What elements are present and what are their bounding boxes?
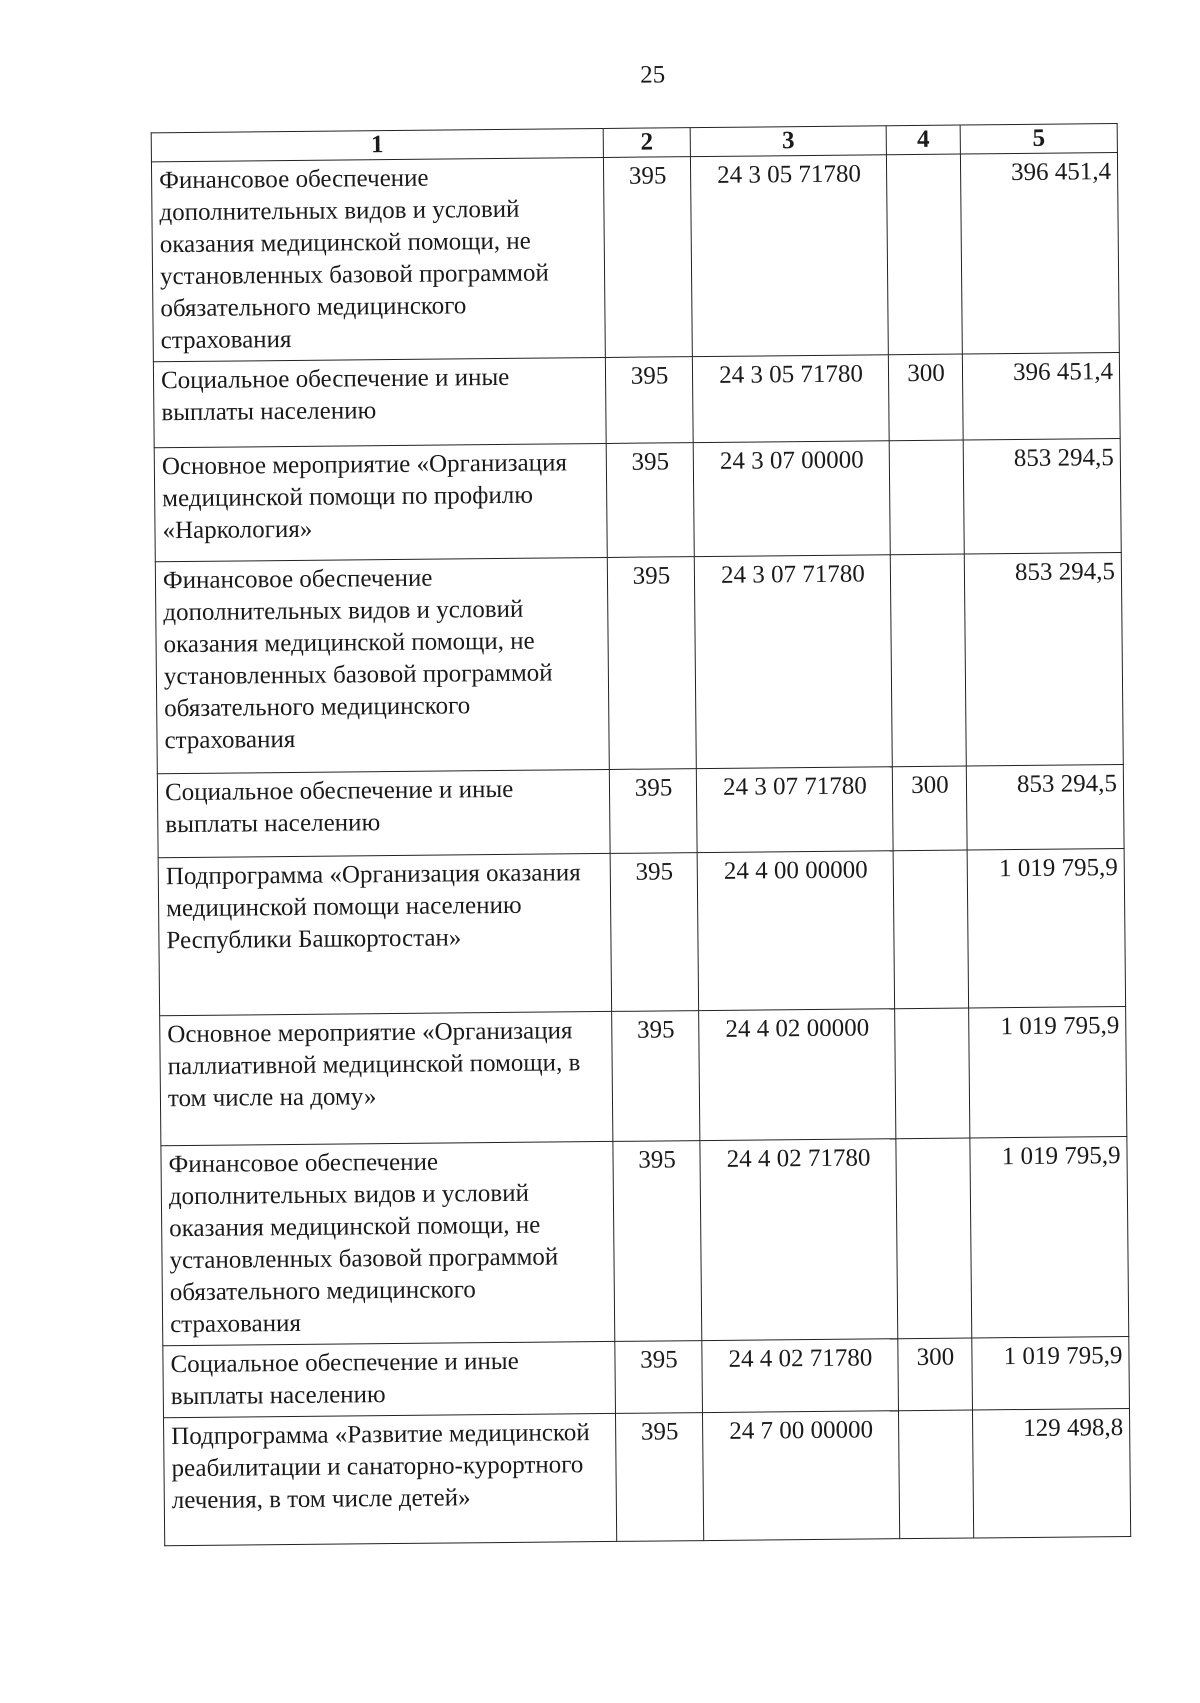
row-col5: 1 019 795,9 (972, 1336, 1130, 1410)
row-col4 (895, 1008, 970, 1139)
row-col4: 300 (892, 766, 967, 851)
row-name: Социальное обеспечение и иные выплаты населению (153, 357, 606, 447)
table-row (153, 353, 1120, 448)
row-col5: 853 294,5 (963, 439, 1121, 555)
row-col4 (898, 1410, 973, 1539)
row-col2: 395 (615, 1413, 703, 1542)
row-name: Подпрограмма «Развитие медицинской реабилитации и санаторно-курортного лечения, в том числе детей» (164, 1413, 617, 1545)
row-col2: 395 (613, 1141, 702, 1342)
row-col2: 395 (615, 1341, 703, 1414)
row-col2: 395 (607, 557, 696, 770)
header-col-3: 3 (690, 126, 886, 157)
row-col3: 24 3 07 00000 (693, 441, 890, 557)
header-col-5: 5 (960, 124, 1117, 155)
row-col5: 853 294,5 (966, 765, 1124, 851)
row-col5: 396 451,4 (960, 153, 1119, 354)
table-row (155, 553, 1123, 774)
row-col3: 24 4 02 71780 (702, 1339, 899, 1413)
row-col4 (896, 1138, 972, 1339)
row-col3: 24 3 05 71780 (690, 155, 888, 357)
row-col5: 396 451,4 (962, 353, 1120, 441)
row-name: Финансовое обеспечение дополнительных видов и условий оказания медицинской помощи, не установленных базовой программой обязательного медицинского страхования (161, 1141, 615, 1345)
row-col3: 24 3 07 71780 (696, 767, 893, 853)
row-col3: 24 4 02 00000 (699, 1009, 896, 1141)
row-col4 (889, 440, 964, 555)
row-col5: 853 294,5 (964, 553, 1123, 766)
row-col4: 300 (898, 1338, 973, 1411)
page-number: 25 (640, 61, 666, 89)
row-col2: 395 (610, 853, 699, 1012)
row-col5: 1 019 795,9 (970, 1136, 1129, 1337)
row-col3: 24 4 02 71780 (700, 1139, 898, 1341)
row-col2: 395 (609, 769, 697, 854)
row-col2: 395 (605, 357, 693, 444)
row-col2: 395 (603, 157, 692, 358)
table-row (161, 1136, 1129, 1345)
row-col2: 395 (612, 1011, 700, 1142)
table-row (154, 439, 1121, 562)
header-col-2: 2 (603, 128, 690, 158)
row-name: Социальное обеспечение и иные выплаты населению (157, 769, 610, 857)
row-name: Финансовое обеспечение дополнительных видов и условий оказания медицинской помощи, не установленных базовой программой обязательного медицинского страхования (151, 157, 605, 361)
row-col5: 1 019 795,9 (969, 1006, 1127, 1138)
row-col3: 24 7 00 00000 (702, 1411, 899, 1541)
row-col5: 1 019 795,9 (967, 849, 1126, 1008)
table-row (157, 765, 1124, 858)
table-row (164, 1408, 1131, 1545)
header-col-1: 1 (151, 128, 603, 161)
row-col2: 395 (606, 443, 694, 558)
row-col4 (890, 554, 966, 767)
row-col3: 24 3 05 71780 (692, 355, 889, 443)
header-col-4: 4 (886, 125, 960, 155)
budget-table (151, 123, 1132, 1546)
row-name: Основное мероприятие «Организация медицинской помощи по профилю «Наркология» (154, 443, 607, 561)
row-col4 (893, 850, 969, 1009)
row-name: Основное мероприятие «Организация паллиативной медицинской помощи, в том числе на дому» (160, 1011, 613, 1145)
table-row (160, 1006, 1127, 1145)
table-row (163, 1336, 1130, 1417)
table-row (151, 153, 1119, 362)
row-name: Социальное обеспечение и иные выплаты населению (163, 1341, 616, 1417)
row-name: Подпрограмма «Организация оказания медицинской помощи населению Республики Башкортостан» (158, 853, 611, 1015)
row-col5: 129 498,8 (972, 1408, 1130, 1538)
row-col4: 300 (888, 354, 963, 441)
row-name: Финансовое обеспечение дополнительных видов и условий оказания медицинской помощи, не установленных базовой программой обязательного медицинского страхования (155, 557, 609, 773)
table-row (158, 849, 1125, 1016)
row-col4 (886, 154, 962, 355)
row-col3: 24 4 00 00000 (697, 851, 895, 1011)
row-col3: 24 3 07 71780 (694, 555, 892, 769)
